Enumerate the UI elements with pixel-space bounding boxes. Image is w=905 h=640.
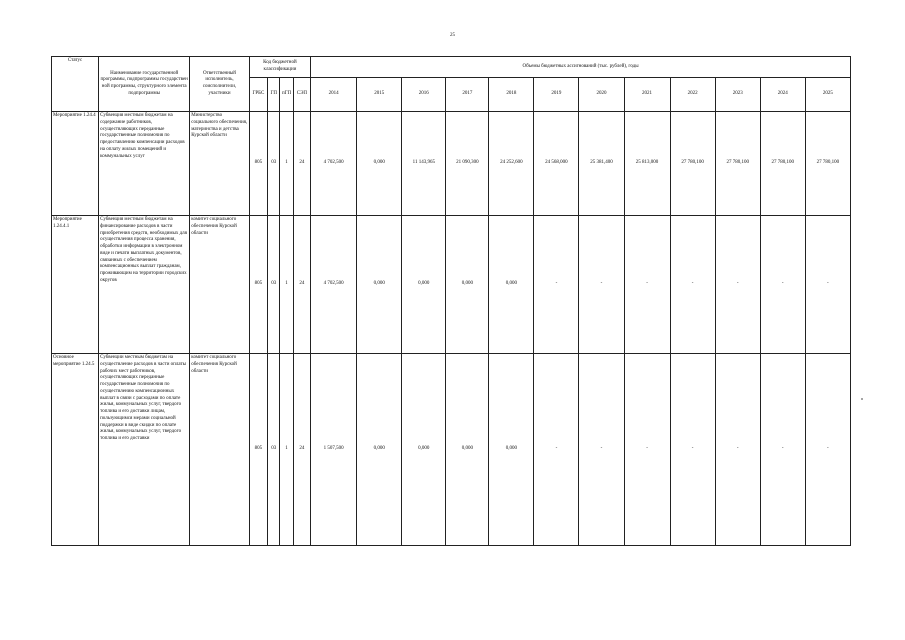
row-value: 0,000 (357, 216, 402, 354)
row-value: - (579, 354, 624, 546)
row-code-sep: 24 (293, 354, 310, 546)
row-value: - (579, 216, 624, 354)
scan-speck (861, 398, 863, 400)
row-responsible: комитет социального обеспечения Курской области (190, 216, 249, 354)
row-value: - (760, 354, 805, 546)
row-value: 0,000 (489, 216, 534, 354)
header-name: Наименование государственной программы, подпрограммы государствен ной программы, структурного элемента подпрограммы (99, 57, 190, 112)
row-value: - (670, 354, 715, 546)
row-value: 0,000 (357, 354, 402, 546)
header-budget-code: Код бюджетной классификации (249, 57, 310, 78)
header-year: 2025 (805, 78, 850, 112)
header-year: 2024 (760, 78, 805, 112)
row-code-gp: 03 (268, 354, 280, 546)
row-value: 24 252,600 (489, 112, 534, 216)
row-value: 27 780,100 (670, 112, 715, 216)
row-code-gp: 03 (268, 216, 280, 354)
header-code-sep: СЭП (293, 78, 310, 112)
row-value: 27 780,100 (760, 112, 805, 216)
row-value: 27 780,100 (715, 112, 760, 216)
row-value: 25 381,400 (579, 112, 624, 216)
row-value: - (715, 354, 760, 546)
row-status: Мероприятие 1.24.4 (52, 112, 99, 216)
row-value: 24 568,000 (534, 112, 579, 216)
row-name: Субвенции местным бюджетам на осуществление расходов в части оплаты рабочих мест работников, осуществляющих переданные государственные полномочия по осуществлению компенсационных выплат в связи с расходами по оплате жилья, коммунальных услуг, твердого топлива и его доставки лицам, пользующимся мерами социальной поддержки в виде скидки по оплате жилья, коммунальных услуг, твердого топлива и его доставки (99, 354, 190, 546)
row-value: 25 813,000 (624, 112, 670, 216)
row-code-sep: 24 (293, 112, 310, 216)
table-row (52, 354, 851, 546)
row-value: 0,000 (402, 216, 446, 354)
row-responsible: комитет социального обеспечения Курской области (190, 354, 249, 546)
header-year: 2015 (357, 78, 402, 112)
row-value: 1 507,500 (311, 354, 357, 546)
row-value: 0,000 (489, 354, 534, 546)
header-status: Статус (52, 57, 99, 112)
row-value: 11 143,965 (402, 112, 446, 216)
row-value: 0,000 (446, 216, 489, 354)
header-volume: Объемы бюджетных ассигнований (тыс. рублей), годы (311, 57, 851, 78)
row-value: 0,000 (402, 354, 446, 546)
row-value: 4 702,500 (311, 216, 357, 354)
row-value: - (534, 354, 579, 546)
row-value: - (534, 216, 579, 354)
table-row (52, 216, 851, 354)
header-code-gp: ГП (268, 78, 280, 112)
row-status: Мероприятие 1.24.4.1 (52, 216, 99, 354)
header-responsible: Ответственный исполнитель, соисполнители, участники (190, 57, 249, 112)
row-code-pgp: 1 (280, 354, 293, 546)
row-status: Основное мероприятие 1.24.5 (52, 354, 99, 546)
header-year: 2022 (670, 78, 715, 112)
header-year: 2020 (579, 78, 624, 112)
row-code-gp: 03 (268, 112, 280, 216)
row-responsible: Министерство социального обеспечения, материнства и детства Курской области (190, 112, 249, 216)
row-value: 4 702,500 (311, 112, 357, 216)
row-value: 27 780,100 (805, 112, 850, 216)
row-value: - (715, 216, 760, 354)
header-year: 2019 (534, 78, 579, 112)
row-value: - (624, 354, 670, 546)
row-value: 21 090,300 (446, 112, 489, 216)
row-value: - (760, 216, 805, 354)
row-code-grbs: 805 (249, 216, 267, 354)
row-value: - (670, 216, 715, 354)
row-name: Субвенция местным бюджетам на содержание работников, осуществляющих переданные государственные полномочия по предоставлению компенсации расходов на оплату жилых помещений и коммунальных услуг (99, 112, 190, 216)
row-name: Субвенция местным бюджетам на финансирование расходов в части приобретения средств, необходимых для осуществления процесса хранения, обработки информации в электронном виде и печати выплатных документов, связанных с обеспечением компенсационных выплат гражданам, проживающим на территории городских округов (99, 216, 190, 354)
header-code-grbs: ГРБС (249, 78, 267, 112)
row-code-grbs: 805 (249, 354, 267, 546)
row-value: - (624, 216, 670, 354)
header-year: 2014 (311, 78, 357, 112)
budget-table (51, 56, 851, 546)
row-value: 0,000 (446, 354, 489, 546)
header-year: 2016 (402, 78, 446, 112)
row-code-pgp: 1 (280, 216, 293, 354)
row-value: 0,000 (357, 112, 402, 216)
row-value: - (805, 216, 850, 354)
header-year: 2017 (446, 78, 489, 112)
row-code-sep: 24 (293, 216, 310, 354)
page-number: 25 (450, 33, 455, 38)
header-year: 2023 (715, 78, 760, 112)
table-row (52, 112, 851, 216)
header-code-pgp: пГП (280, 78, 293, 112)
header-year: 2021 (624, 78, 670, 112)
row-code-grbs: 805 (249, 112, 267, 216)
row-code-pgp: 1 (280, 112, 293, 216)
row-value: - (805, 354, 850, 546)
header-year: 2018 (489, 78, 534, 112)
